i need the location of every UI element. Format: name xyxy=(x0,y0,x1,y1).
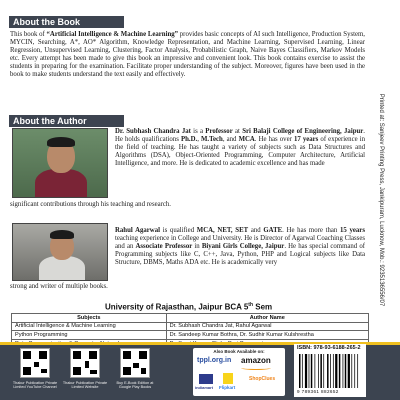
table-header: Subjects xyxy=(12,314,167,323)
about-book-text: This book of “Artificial Intelligence & Machine Learning” provides basic concepts of AI such Intelligence, Production System, MYCIN, Searching, A*, AO* Algorithm, Knowledge Representation, and Machine Learning, Supervised Learning, Linear Regression, Unsupervised Learning, Clustering, Factor Analysis, Probabilistic Graph, Naive Bayes Classifiers, Markov Models etc. Every attempt has been made to give this book an impressive and convenient look. This book contains exercise to assist the students in preparing for the examination. Facilitate proper understanding of the subject. Moreover, figures have been used in the book to make students understand the text easily and effectively. xyxy=(10,31,366,79)
qr-website-caption: Thakur Publication Private Limited Website xyxy=(62,381,108,390)
stores-title: Also Book Available on: xyxy=(213,349,265,354)
barcode-bar xyxy=(357,354,358,388)
qr-module xyxy=(41,369,47,373)
table-cell: Python Programming xyxy=(12,331,167,340)
table-row xyxy=(12,322,369,331)
barcode-bar xyxy=(302,354,303,388)
qr-google-play-caption: Buy E-Book Edition at Google Play Books xyxy=(116,381,154,390)
qr-marker xyxy=(73,367,81,375)
book-title: “Artificial Intelligence & Machine Learning” xyxy=(46,31,179,38)
qr-marker xyxy=(123,351,131,359)
barcode-bar xyxy=(309,354,310,388)
qr-marker xyxy=(139,351,147,359)
barcode-bar xyxy=(343,354,344,388)
indiamart-logo[interactable]: indiamart xyxy=(195,385,214,390)
printer-spine xyxy=(370,0,400,400)
author2-photo xyxy=(12,223,108,281)
table-cell: Dr. Sandeep Kumar Bothra, Dr. Sudhir Kumar Kulshrestha xyxy=(166,331,368,340)
shopclues-logo[interactable]: ShopClues xyxy=(249,376,276,382)
barcode-bar xyxy=(354,354,355,388)
barcode-bar xyxy=(299,354,301,388)
qr-module xyxy=(34,362,39,367)
table-cell: Artificial Intelligence & Machine Learning xyxy=(12,322,167,331)
indiamart-icon xyxy=(199,374,213,384)
store-availability-box xyxy=(193,348,285,396)
qr-module xyxy=(85,361,89,368)
tppl-logo[interactable]: tppl.org.in xyxy=(197,357,232,364)
author1-bio: Dr. Subhash Chandra Jat is a Professor at Sri Balaji College of Engineering, Jaipur. He holds qualifications Ph.D., M.Tech, and MCA. He has over 17 years of experience in the field of teaching. He has taught a variety of subjects such as Data Structures and Algorithms (DSA), Object-Oriented Programming, Computer Architecture, Artificial Intelligence, and more. He is dedicated to academic excellence and has made xyxy=(115,128,365,168)
qr-module xyxy=(141,368,146,374)
barcode-bar xyxy=(323,354,324,388)
flipkart-logo[interactable]: Flipkart xyxy=(219,385,236,390)
about-author-heading: About the Author xyxy=(9,115,124,127)
barcode-bar xyxy=(339,354,341,388)
printer-info-text: Printed at: Sanjeev Printing Press, Jankipuram, Lucknow, Mob.: 9235136556/07 xyxy=(378,93,384,307)
qr-module xyxy=(90,370,97,374)
author2-bio-continued: strong and writer of multiple books. xyxy=(10,283,108,290)
barcode-bar xyxy=(333,354,334,388)
qr-code-google-play-icon[interactable] xyxy=(120,348,150,378)
isbn-box xyxy=(294,344,366,397)
qr-code-website-icon[interactable] xyxy=(70,348,100,378)
barcode-bar xyxy=(318,354,319,388)
qr-module xyxy=(133,363,139,368)
isbn-text: ISBN: 978-93-6188-265-2 xyxy=(297,345,361,351)
university-title: University of Rajasthan, Jaipur BCA 5th Sem xyxy=(105,302,273,312)
barcode-bar xyxy=(351,354,352,388)
barcode-bar xyxy=(305,354,307,388)
author2-photo-hair xyxy=(50,230,74,239)
author2-bio: Rahul Agarwal is qualified MCA, NET, SET and GATE. He has more than 15 years teaching experience in College and University. He is Director of Agarwal Coaching Classes and an Associate Professor in Biyani Girls College, Jaipur. He has special command of Programming subjects like C, C++, Java, Python, PHP and Logical subjects like Data Structure, DBMS, Maths ADA etc. He is academically very xyxy=(115,227,365,267)
barcode-bar xyxy=(348,354,350,388)
qr-marker xyxy=(73,351,81,359)
qr-youtube-caption: Thakur Publication Private Limited YouTube Channel xyxy=(12,381,58,390)
author1-photo-hair xyxy=(47,137,75,147)
barcode-bar xyxy=(311,354,313,388)
author1-photo xyxy=(12,128,108,198)
table-cell: Dr. Subhash Chandra Jat, Rahul Agarwal xyxy=(166,322,368,331)
qr-code-youtube-icon[interactable] xyxy=(20,348,50,378)
qr-marker xyxy=(23,367,31,375)
qr-marker xyxy=(89,351,97,359)
qr-marker xyxy=(39,351,47,359)
qr-marker xyxy=(123,367,131,375)
amazon-smile-icon xyxy=(241,366,271,370)
qr-marker xyxy=(23,351,31,359)
barcode-number: 9 789361 882652 xyxy=(297,389,339,394)
about-book-heading: About the Book xyxy=(9,16,124,28)
author1-photo-body xyxy=(35,169,87,198)
amazon-logo[interactable]: amazon xyxy=(241,356,271,365)
barcode-icon xyxy=(298,354,362,388)
barcode-bar xyxy=(335,354,337,388)
table-header: Author Name xyxy=(166,314,368,323)
barcode-bar xyxy=(315,354,316,388)
barcode-bar xyxy=(345,354,347,388)
flipkart-bag-icon xyxy=(223,373,233,384)
table-header-row xyxy=(12,314,369,323)
barcode-bar xyxy=(330,354,331,388)
author1-bio-continued: significant contributions through his teaching and research. xyxy=(10,201,172,208)
barcode-bar xyxy=(327,354,329,388)
table-row xyxy=(12,331,369,340)
barcode-bar xyxy=(320,354,322,388)
